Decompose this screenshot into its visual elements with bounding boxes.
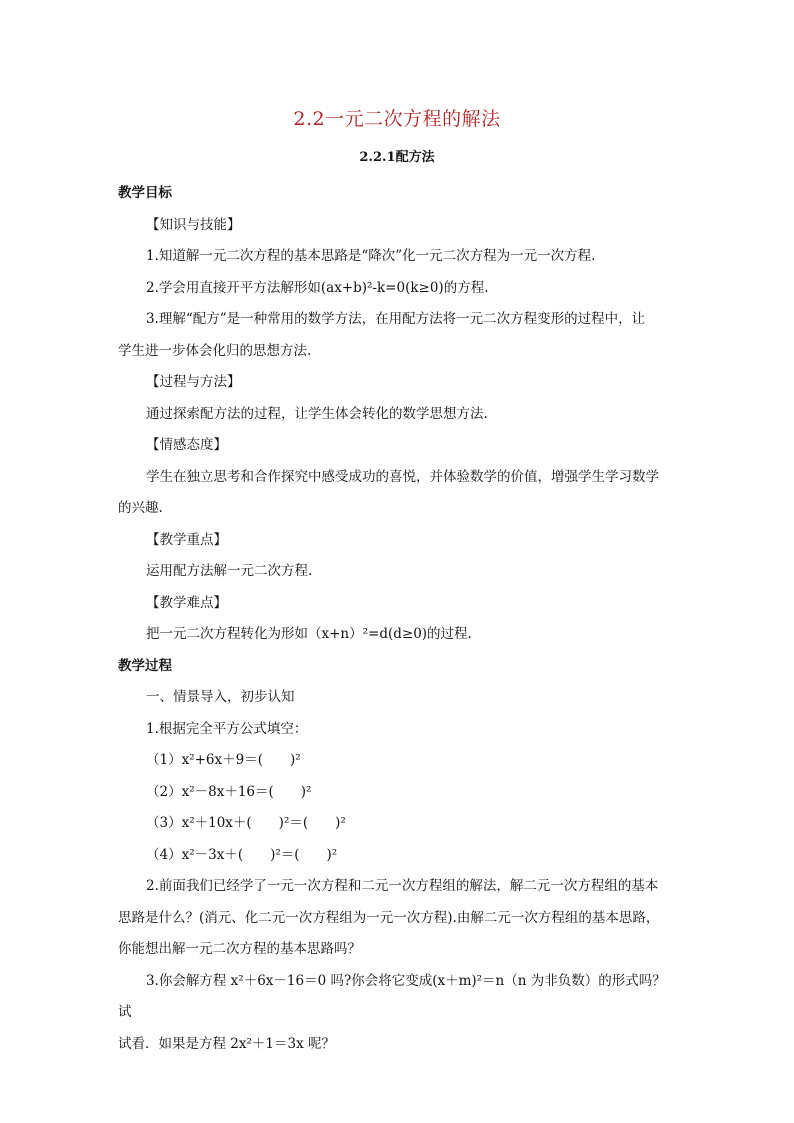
paragraph: 通过探索配方法的过程，让学生体会转化的数学思想方法. (146, 405, 488, 422)
subheading-key-points: 【教学重点】 (146, 531, 227, 548)
subheading-knowledge-skills: 【知识与技能】 (146, 216, 241, 233)
paragraph: 1.知道解一元二次方程的基本思路是“降次”化一元二次方程为一元一次方程. (146, 248, 596, 264)
heading-teaching-goals: 教学目标 (118, 185, 172, 201)
paragraph: 1.根据完全平方公式填空： (146, 720, 308, 737)
paragraph-continued: 试看．如果是方程 2x²＋1＝3x 呢？ (118, 1035, 335, 1052)
subheading-difficulties: 【教学难点】 (146, 594, 227, 611)
paragraph: 运用配方法解一元二次方程. (146, 563, 313, 579)
doc-subtitle: 2.2.1配方法 (359, 150, 435, 165)
heading-teaching-process: 教学过程 (118, 657, 172, 674)
paragraph-continued: 思路是什么？(消元、化二元一次方程组为一元一次方程).由解二元一次方程组的基本思路， (118, 909, 660, 926)
doc-body (118, 178, 678, 1060)
subheading-process-method: 【过程与方法】 (146, 374, 241, 390)
paragraph: 2.学会用直接开平方法解形如(ax+b)²-k=0(k≥0)的方程. (146, 279, 489, 296)
paragraph: 一、情景导入，初步认知 (146, 689, 295, 705)
paragraph-continued: 的兴趣. (118, 500, 163, 516)
paragraph: 2.前面我们已经学了一元一次方程和二元一次方程组的解法，解二元一次方程组的基本 (146, 878, 659, 894)
subheading-attitude: 【情感态度】 (146, 437, 227, 453)
paragraph: 3.理解“配方”是一种常用的数学方法，在用配方法将一元二次方程变形的过程中，让 (146, 311, 646, 327)
paragraph-continued: 你能想出解一元二次方程的基本思路吗？ (118, 941, 361, 957)
paragraph-continued: 学生进一步体会化归的思想方法. (118, 342, 312, 359)
exercise-item: （3）x²＋10x＋( )²＝( )² (146, 815, 346, 831)
doc-title: 2.2一元二次方程的解法 (293, 108, 501, 130)
exercise-item: （4）x²－3x＋( )²＝( )² (146, 846, 338, 863)
paragraph: 把一元二次方程转化为形如（x+n）²=d(d≥0)的过程. (146, 626, 472, 642)
paragraph: 3.你会解方程 x²＋6x－16＝0 吗?你会将它变成(x＋m)²＝n（n 为非负数）的形式吗？试 (118, 972, 666, 1020)
paragraph: 学生在独立思考和合作探究中感受成功的喜悦，并体验数学的价值，增强学生学习数学 (146, 468, 659, 485)
exercise-item: （1）x²+6x＋9＝( )² (146, 752, 301, 768)
exercise-item: （2）x²－8x＋16＝( )² (146, 783, 312, 800)
